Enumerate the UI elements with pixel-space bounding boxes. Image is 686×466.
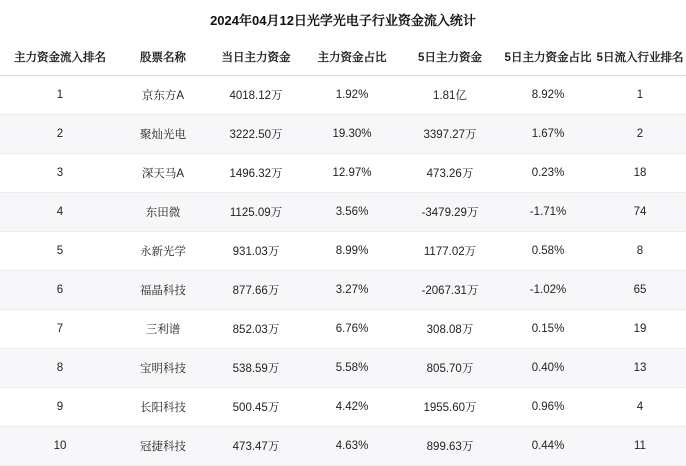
table-row xyxy=(0,76,686,115)
cell-today-main-capital: 538.59万 xyxy=(206,349,306,388)
cell-5day-industry-rank: 8 xyxy=(594,232,686,271)
cell-rank: 3 xyxy=(0,154,120,193)
cell-5day-main-capital-ratio: 0.40% xyxy=(502,349,594,388)
cell-5day-industry-rank: 2 xyxy=(594,115,686,154)
cell-today-main-capital: 500.45万 xyxy=(206,388,306,427)
cell-5day-main-capital: 308.08万 xyxy=(398,310,502,349)
table-header-row xyxy=(0,39,686,76)
cell-stock-name: 永新光学 xyxy=(120,232,206,271)
cell-5day-main-capital-ratio: 0.96% xyxy=(502,388,594,427)
column-header-today-main-capital: 当日主力资金 xyxy=(206,39,306,76)
cell-5day-main-capital-ratio: 8.92% xyxy=(502,76,594,115)
column-header-5day-main-capital: 5日主力资金 xyxy=(398,39,502,76)
table-row xyxy=(0,193,686,232)
cell-today-main-capital: 3222.50万 xyxy=(206,115,306,154)
cell-5day-main-capital: -2067.31万 xyxy=(398,271,502,310)
cell-rank: 1 xyxy=(0,76,120,115)
cell-stock-name: 宝明科技 xyxy=(120,349,206,388)
table-row xyxy=(0,310,686,349)
cell-main-capital-ratio: 3.56% xyxy=(306,193,398,232)
table-row xyxy=(0,271,686,310)
cell-main-capital-ratio: 1.92% xyxy=(306,76,398,115)
cell-rank: 4 xyxy=(0,193,120,232)
page-title: 2024年04月12日光学光电子行业资金流入统计 xyxy=(210,13,476,28)
cell-5day-industry-rank: 13 xyxy=(594,349,686,388)
cell-main-capital-ratio: 4.42% xyxy=(306,388,398,427)
column-header-stock-name: 股票名称 xyxy=(120,39,206,76)
cell-5day-main-capital: 1.81亿 xyxy=(398,76,502,115)
cell-main-capital-ratio: 12.97% xyxy=(306,154,398,193)
table-row xyxy=(0,427,686,466)
capital-flow-table xyxy=(0,39,686,466)
cell-5day-main-capital: 805.70万 xyxy=(398,349,502,388)
cell-stock-name: 三利谱 xyxy=(120,310,206,349)
cell-main-capital-ratio: 4.63% xyxy=(306,427,398,466)
cell-rank: 8 xyxy=(0,349,120,388)
cell-5day-industry-rank: 74 xyxy=(594,193,686,232)
cell-5day-industry-rank: 18 xyxy=(594,154,686,193)
table-row xyxy=(0,388,686,427)
column-header-5day-main-capital-ratio: 5日主力资金占比 xyxy=(502,39,594,76)
cell-main-capital-ratio: 6.76% xyxy=(306,310,398,349)
table-row xyxy=(0,115,686,154)
column-header-rank: 主力资金流入排名 xyxy=(0,39,120,76)
cell-5day-main-capital: 1177.02万 xyxy=(398,232,502,271)
cell-today-main-capital: 877.66万 xyxy=(206,271,306,310)
table-row xyxy=(0,154,686,193)
cell-5day-main-capital-ratio: 1.67% xyxy=(502,115,594,154)
cell-5day-main-capital: 473.26万 xyxy=(398,154,502,193)
table-row xyxy=(0,349,686,388)
column-header-main-capital-ratio: 主力资金占比 xyxy=(306,39,398,76)
cell-5day-main-capital: 3397.27万 xyxy=(398,115,502,154)
cell-stock-name: 冠捷科技 xyxy=(120,427,206,466)
cell-rank: 6 xyxy=(0,271,120,310)
cell-today-main-capital: 1125.09万 xyxy=(206,193,306,232)
cell-5day-main-capital: -3479.29万 xyxy=(398,193,502,232)
cell-today-main-capital: 931.03万 xyxy=(206,232,306,271)
cell-5day-industry-rank: 11 xyxy=(594,427,686,466)
cell-5day-main-capital-ratio: 0.44% xyxy=(502,427,594,466)
table-row xyxy=(0,232,686,271)
cell-rank: 9 xyxy=(0,388,120,427)
cell-5day-industry-rank: 65 xyxy=(594,271,686,310)
cell-rank: 7 xyxy=(0,310,120,349)
cell-5day-main-capital-ratio: 0.15% xyxy=(502,310,594,349)
cell-stock-name: 福晶科技 xyxy=(120,271,206,310)
table-header xyxy=(0,39,686,76)
cell-stock-name: 长阳科技 xyxy=(120,388,206,427)
column-header-5day-industry-rank: 5日流入行业排名 xyxy=(594,39,686,76)
cell-main-capital-ratio: 3.27% xyxy=(306,271,398,310)
cell-rank: 10 xyxy=(0,427,120,466)
cell-5day-industry-rank: 1 xyxy=(594,76,686,115)
cell-stock-name: 深天马A xyxy=(120,154,206,193)
cell-stock-name: 聚灿光电 xyxy=(120,115,206,154)
cell-rank: 5 xyxy=(0,232,120,271)
cell-today-main-capital: 852.03万 xyxy=(206,310,306,349)
cell-stock-name: 京东方A xyxy=(120,76,206,115)
cell-5day-industry-rank: 19 xyxy=(594,310,686,349)
cell-main-capital-ratio: 8.99% xyxy=(306,232,398,271)
cell-5day-main-capital-ratio: -1.71% xyxy=(502,193,594,232)
cell-main-capital-ratio: 5.58% xyxy=(306,349,398,388)
cell-5day-main-capital-ratio: 0.58% xyxy=(502,232,594,271)
cell-stock-name: 东田微 xyxy=(120,193,206,232)
cell-5day-main-capital: 899.63万 xyxy=(398,427,502,466)
cell-today-main-capital: 4018.12万 xyxy=(206,76,306,115)
cell-5day-main-capital: 1955.60万 xyxy=(398,388,502,427)
cell-main-capital-ratio: 19.30% xyxy=(306,115,398,154)
cell-5day-industry-rank: 4 xyxy=(594,388,686,427)
cell-5day-main-capital-ratio: 0.23% xyxy=(502,154,594,193)
cell-5day-main-capital-ratio: -1.02% xyxy=(502,271,594,310)
table-body xyxy=(0,76,686,466)
cell-rank: 2 xyxy=(0,115,120,154)
cell-today-main-capital: 1496.32万 xyxy=(206,154,306,193)
cell-today-main-capital: 473.47万 xyxy=(206,427,306,466)
